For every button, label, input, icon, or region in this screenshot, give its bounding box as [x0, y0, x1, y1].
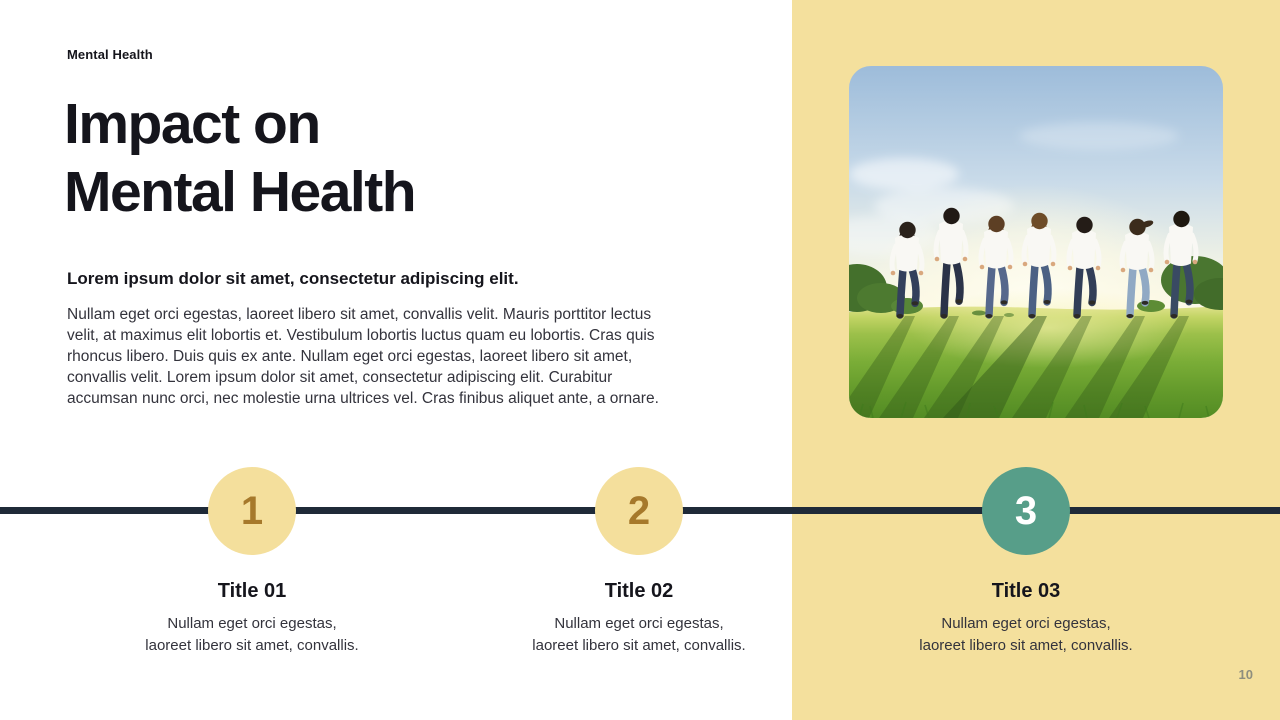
milestone-1-title: Title 01: [217, 580, 287, 602]
milestone-2-desc-line1: Nullam eget orci egestas,: [554, 615, 724, 632]
lead-sentence: Lorem ipsum dolor sit amet, consectetur adipiscing elit.: [67, 269, 519, 288]
page-title-line1: Impact on: [64, 92, 320, 156]
body-paragraph: Nullam eget orci egestas, laoreet libero sit amet, convallis velit. Mauris porttitor lectus velit, at maximus elit lobortis et. Vestibulum lobortis luctus quam eu lobortis. Cras quis rhoncus libero. Duis quis ex ante. Nullam eget orci egestas, laoreet libero sit amet, convallis velit. Lorem ipsum dolor sit amet, consectetur adipiscing elit. Curabitur accumsan nunc orci, nec molestie urna ultrices vel. Cras finibus aliquet ante, a ornare.: [67, 306, 659, 407]
page-number: 10: [1238, 667, 1253, 682]
photo-people-running: [849, 66, 1223, 418]
page-title: [64, 90, 415, 226]
milestone-3-badge: [982, 467, 1070, 555]
milestone-2-desc-line2: laoreet libero sit amet, convallis.: [532, 637, 746, 654]
milestone-3-description: [881, 613, 1171, 657]
milestone-2-number: 2: [627, 489, 651, 533]
milestone-3-number: 3: [1014, 489, 1038, 533]
milestone-2-badge: [595, 467, 683, 555]
milestone-1-number: 1: [240, 489, 264, 533]
milestone-3-desc-line1: Nullam eget orci egestas,: [941, 615, 1111, 632]
slide-topic-label: Mental Health: [67, 47, 153, 62]
milestone-2-description: [494, 613, 784, 657]
milestone-1-desc-line1: Nullam eget orci egestas,: [167, 615, 337, 632]
milestone-3-title: Title 03: [991, 580, 1061, 602]
milestone-1-desc-line2: laoreet libero sit amet, convallis.: [145, 637, 359, 654]
page-title-line2: Mental Health: [64, 160, 416, 224]
milestone-2-title: Title 02: [604, 580, 674, 602]
photo-illustration: [849, 66, 1223, 418]
milestone-1-badge: [208, 467, 296, 555]
milestone-1-description: [107, 613, 397, 657]
milestone-3-desc-line2: laoreet libero sit amet, convallis.: [919, 637, 1133, 654]
